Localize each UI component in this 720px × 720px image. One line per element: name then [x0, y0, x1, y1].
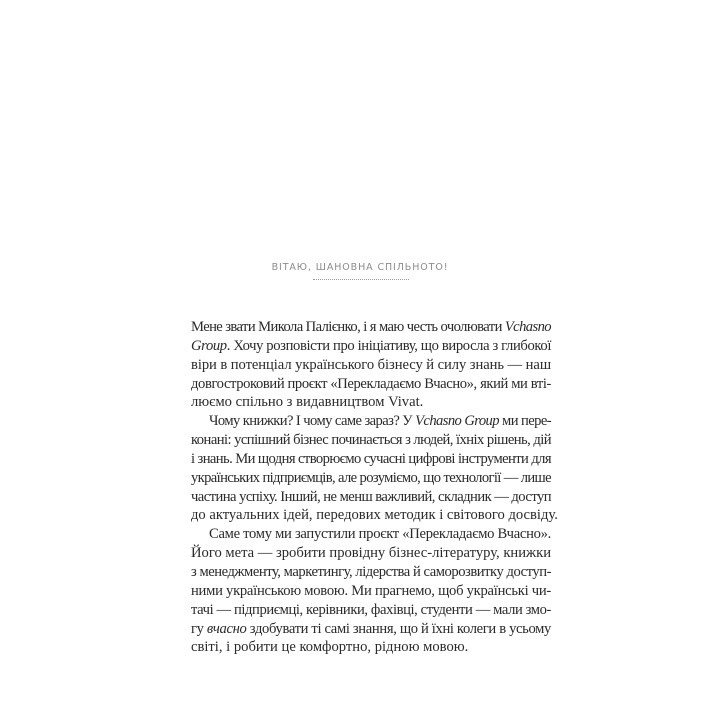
- text-line: до актуальних ідей, передових методик і світового досвіду.: [191, 507, 558, 524]
- heading-dotted-rule: [313, 279, 409, 280]
- text-line: конані: успішний бізнес починається з людей, їхніх рішень, дій: [191, 432, 551, 449]
- text-line: українських підприємців, але розуміємо, що технології — лише: [191, 469, 551, 486]
- text-line: тачі — підприємці, керівники, фахівці, студенти — мали змо-: [191, 601, 551, 618]
- text-line: частина успіху. Інший, не менш важливий, складник — доступ: [191, 488, 551, 505]
- text-line: світі, і робити це комфортно, рідною мовою.: [191, 639, 469, 656]
- text-line: Чому книжки? І чому саме зараз? У Vchasno Group ми пере-: [209, 413, 551, 430]
- text-line: віри в потенціал українського бізнесу й силу знань — наш: [191, 356, 552, 373]
- text-line: Саме тому ми запустили проєкт «Перекладаємо Вчасно».: [209, 526, 551, 543]
- paragraph-2: [191, 412, 558, 525]
- page-heading: ВІТАЮ, ШАНОВНА СПІЛЬНОТО!: [271, 262, 449, 273]
- body-text: [191, 318, 558, 657]
- text-line: ними українською мовою. Ми прагнемо, щоб українські чи-: [191, 582, 551, 599]
- paragraph-3: [191, 525, 551, 657]
- text-line: люємо спільно з видавництвом Vivat.: [191, 394, 424, 411]
- text-line: з менеджменту, маркетингу, лідерства й саморозвитку доступ-: [191, 563, 551, 580]
- text-line: і знань. Ми щодня створюємо сучасні цифрові інструменти для: [191, 450, 551, 467]
- paragraph-1: [191, 318, 551, 412]
- text-line: Мене звати Микола Палієнко, і я маю честь очолювати Vchasno: [191, 319, 551, 335]
- text-line: довгостроковий проєкт «Перекладаємо Вчасно», який ми вті-: [191, 375, 551, 392]
- text-line: Його мета — зробити провідну бізнес-літературу, книжки: [191, 545, 551, 562]
- text-line: гу вчасно здобувати ті самі знання, що й їхні колеги в усьому: [191, 620, 552, 637]
- text-line: Group. Хочу розповісти про ініціативу, що виросла з глибокої: [191, 337, 552, 354]
